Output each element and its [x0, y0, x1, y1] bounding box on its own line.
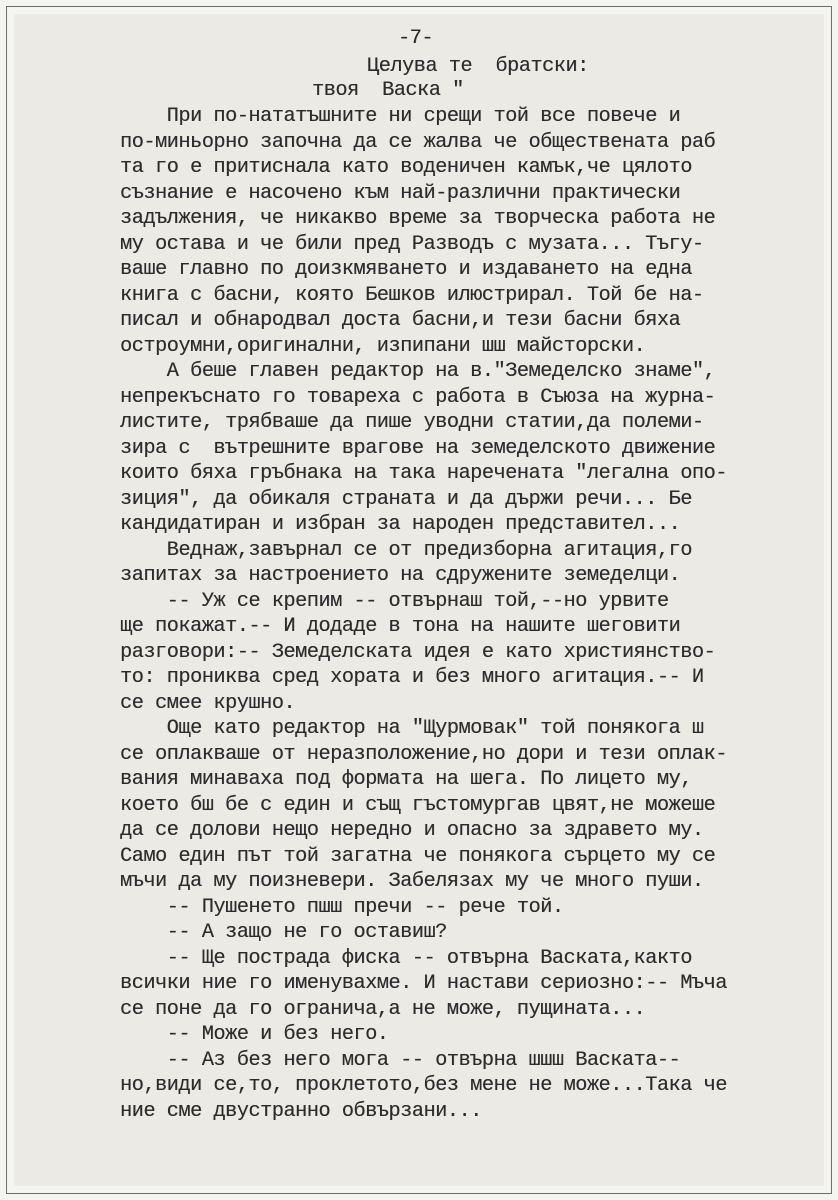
text-line: зиция", да обикаля страната и да държи речи... Бе — [120, 487, 692, 511]
text-line: което бш бе с един и същ гъстомургав цвят,не можеше — [120, 793, 716, 817]
text-line: Веднаж,завърнал се от предизборна агитация,го — [120, 538, 692, 562]
letter-closing-line-2: твоя Васка " — [312, 79, 464, 102]
text-line: му остава и че били пред Разводъ с музата... Тъгу- — [120, 232, 704, 256]
text-line: -- Ще пострада фиска -- отвърна Васката,както — [120, 946, 692, 970]
text-line: се оплакваше от неразположение,но дори и тези оплак- — [120, 742, 727, 766]
text-line: по-миньорно започна да се жалва че обществената раб — [120, 130, 716, 154]
text-line: ваше главно по доизкмяването и издаването на една — [120, 258, 692, 281]
text-line: При по-нататъшните ни срещи той все повече и — [120, 105, 681, 128]
body-text — [120, 104, 727, 1124]
text-line: -- Пушенето пшш пречи -- рече той. — [120, 895, 564, 919]
text-line: съзнание е насочено към най-различни практически — [120, 181, 681, 205]
text-line: Още като редактор на "Щурмовак" той понякога ш — [120, 717, 704, 740]
text-line: то: прониква сред хората и без много агитация.-- И — [120, 666, 704, 689]
text-line: запитах за настроението на сдружените земеделци. — [120, 564, 681, 587]
text-line: -- Аз без него мога -- отвърна шшш Васката-- — [120, 1048, 681, 1072]
text-line: но,види се,то, проклетото,без мене не може...Така че — [120, 1074, 727, 1097]
text-line: ние сме двустранно обвързани... — [120, 1099, 482, 1123]
text-line: писал и обнародвал доста басни,и тези басни бяха — [120, 309, 681, 332]
text-line: -- Може и без него. — [120, 1023, 389, 1046]
page-number: -7- — [398, 27, 434, 50]
text-line: непрекъснато го товареха с работа в Съюза на журна- — [120, 385, 716, 409]
text-line: кандидатиран и избран за народен представител... — [120, 513, 681, 536]
text-line: се поне да го ограничa,а не може, пущината... — [120, 997, 646, 1021]
text-line: Само един път той загатна че понякога сърцето му се — [120, 844, 716, 868]
text-line: А беше главен редактор на в."Земеделско знаме", — [120, 360, 716, 383]
letter-closing-line-1: Целува те братски: — [367, 55, 589, 78]
text-line: листите, трябваше да пише уводни статии,да полеми- — [120, 411, 704, 434]
text-line: -- Уж се крепим -- отвърнаш той,--но урвите — [120, 589, 669, 613]
text-line: зира с вътрешните врагове на земеделското движение — [120, 436, 716, 460]
text-line: разговори:-- Земеделската идея е като християнство- — [120, 640, 716, 664]
text-line: които бяха гръбнака на така наречената "легална опо- — [120, 462, 727, 485]
text-line: всички ние го именувахме. И настави сериозно:-- Мъча — [120, 972, 727, 995]
text-line: да се долови нещо нередно и опасно за здравето му. — [120, 819, 704, 842]
text-line: -- А защо не го оставиш? — [120, 921, 447, 944]
text-line: задължения, че никакво време за творческа работа не — [120, 207, 716, 230]
text-line: вания минаваха под формата на шега. По лицето му, — [120, 768, 692, 791]
text-line: ще покажат.-- И додаде в тона на нашите шеговити — [120, 615, 681, 638]
text-line: мъчи да му поизневери. Забелязах му че много пуши. — [120, 870, 704, 893]
text-line: та го е притиснала като воденичен камък,че цялото — [120, 156, 692, 179]
text-line: се смее крушно. — [120, 691, 296, 715]
text-line: книга с басни, която Бешков илюстрирал. Той бе на- — [120, 283, 704, 307]
text-line: остроумни,оригинални, изпипани шш майсторски. — [120, 334, 646, 358]
